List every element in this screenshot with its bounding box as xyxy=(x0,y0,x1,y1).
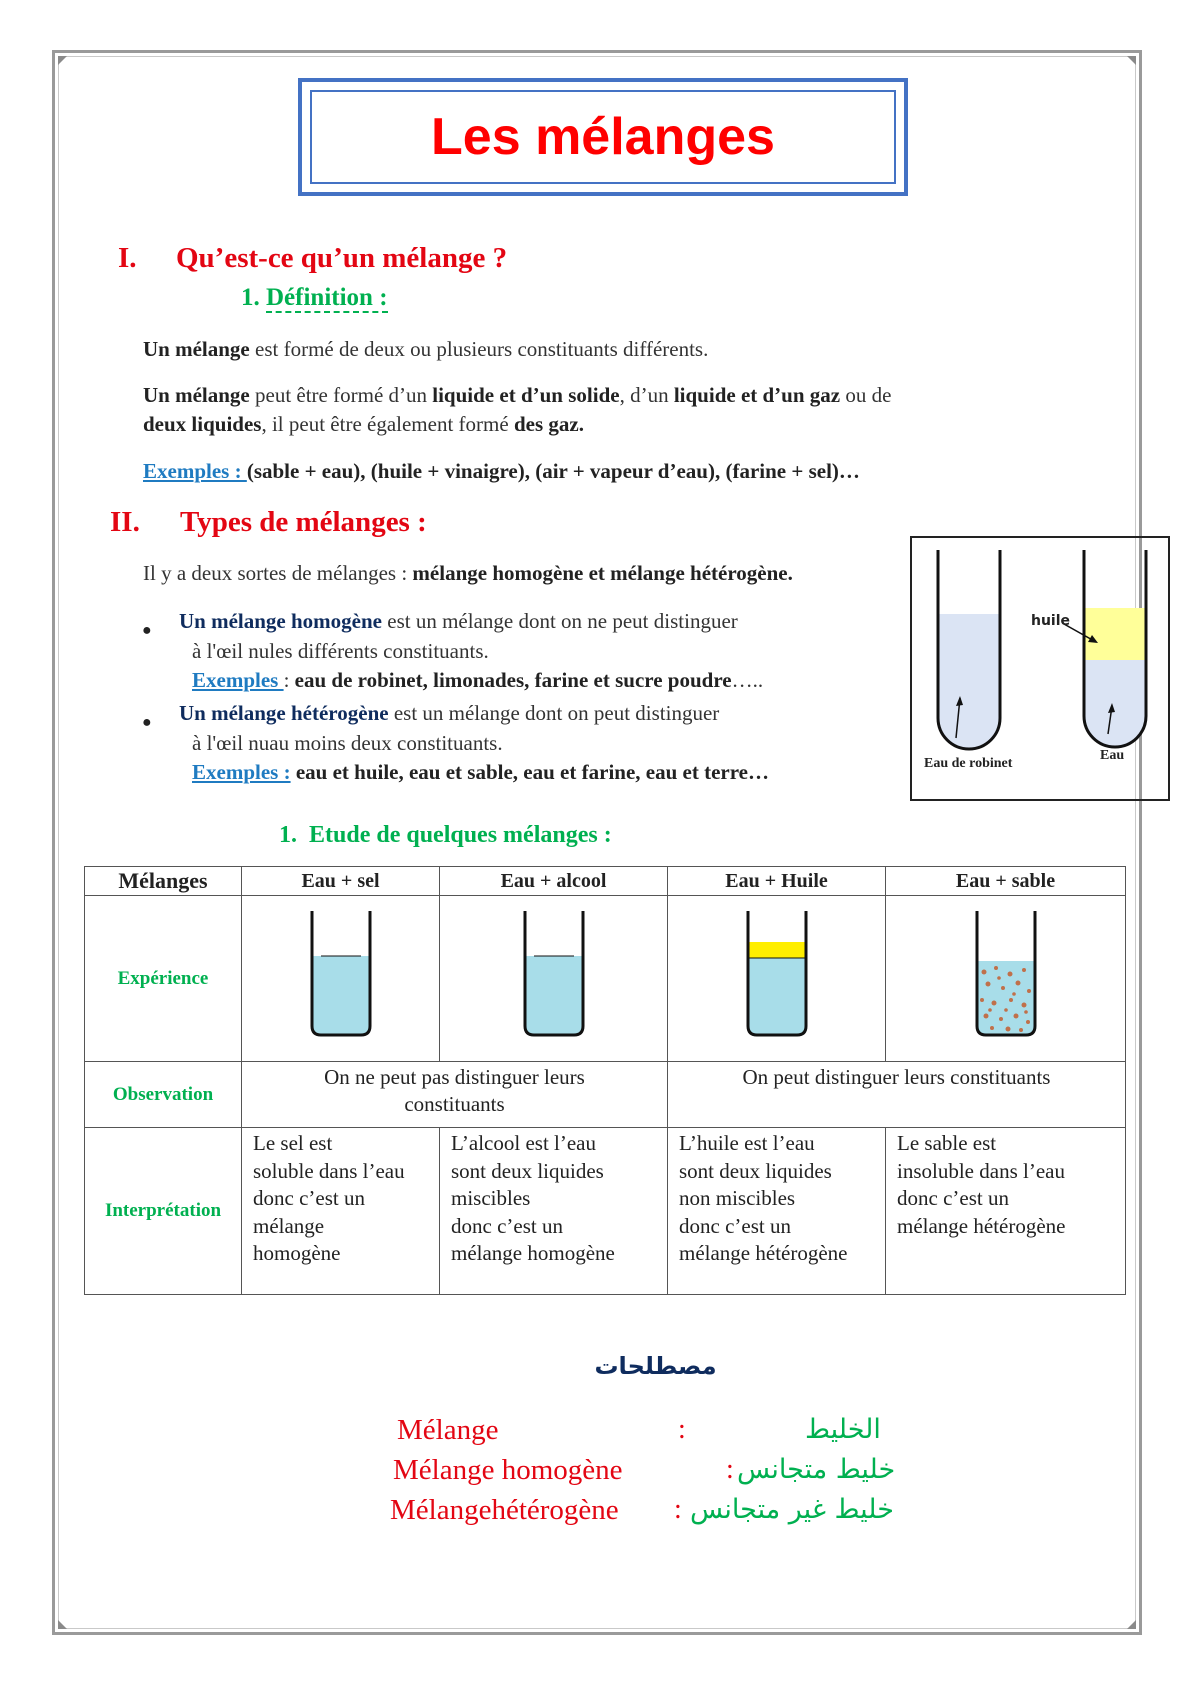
water-fill xyxy=(312,956,370,1035)
examples-label: Exemples xyxy=(192,668,284,692)
table-header: Eau + sel xyxy=(242,867,440,896)
text: ou de xyxy=(840,383,892,407)
text: ….. xyxy=(731,668,764,692)
text-line: donc c’est un xyxy=(253,1186,365,1210)
interpretation-cell xyxy=(242,1128,440,1295)
table-row xyxy=(85,1128,1126,1295)
bold-term: Un mélange xyxy=(143,383,250,407)
glossary-term-fr: Mélangehétérogène xyxy=(390,1494,619,1526)
glossary-term-ar: خليط غير متجانس xyxy=(690,1494,894,1525)
bold-term: liquide et d’un solide xyxy=(432,383,620,407)
text-line: homogène xyxy=(253,1241,341,1265)
text: , d’un xyxy=(619,383,674,407)
beaker-salt-water xyxy=(301,906,381,1046)
study-heading xyxy=(279,822,612,849)
glossary-term-ar: الخليط xyxy=(805,1414,881,1445)
section-title: Types de mélanges : xyxy=(180,506,427,538)
glossary-term-fr: Mélange homogène xyxy=(393,1454,623,1486)
subsection-label: Etude de quelques mélanges : xyxy=(309,822,612,848)
text-line: donc c’est un xyxy=(897,1186,1009,1210)
subsection-number: 1. xyxy=(279,822,297,848)
mixtures-table xyxy=(84,866,1126,1295)
text: Il y a deux sortes de mélanges : xyxy=(143,561,413,585)
text: : xyxy=(283,668,295,692)
subsection-label: Définition : xyxy=(266,284,388,311)
corner-mark xyxy=(1127,56,1136,65)
text-line: L’huile est l’eau xyxy=(679,1131,815,1155)
observation-cell: On ne peut pas distinguer leurs constituants xyxy=(242,1062,668,1128)
interpretation-cell xyxy=(668,1128,886,1295)
text-line: sont deux liquides xyxy=(451,1158,604,1183)
tap-water-liquid xyxy=(938,614,1000,749)
section-2-heading xyxy=(110,506,427,539)
examples-line xyxy=(143,457,860,486)
row-label-interpretation: Interprétation xyxy=(85,1128,242,1295)
text-line: L’alcool est l’eau xyxy=(451,1131,597,1155)
table-row xyxy=(85,1062,1126,1128)
section-title: Qu’est-ce qu’un mélange ? xyxy=(176,242,508,274)
beaker-sand-water xyxy=(966,906,1046,1046)
subsection-number: 1. xyxy=(241,284,260,311)
bold-term: deux liquides xyxy=(143,412,262,436)
row-label-observation: Observation xyxy=(85,1062,242,1128)
label-water: Eau xyxy=(1100,748,1125,763)
text: est un mélange dont on peut distinguer xyxy=(388,701,720,725)
title-box-inner xyxy=(310,90,896,184)
corner-mark xyxy=(58,56,67,65)
beaker-alcohol-water xyxy=(514,906,594,1046)
beaker-cell xyxy=(886,896,1126,1062)
section-number: I. xyxy=(118,242,137,274)
interpretation-cell xyxy=(440,1128,668,1295)
title-box xyxy=(298,78,908,196)
section-number: II. xyxy=(110,506,140,538)
label-oil: huile xyxy=(1031,613,1071,629)
beaker-cell xyxy=(668,896,886,1062)
bullet-dot: ● xyxy=(142,622,152,639)
label-tap-water: Eau de robinet xyxy=(924,756,1013,771)
text-line: mélange hétérogène xyxy=(679,1241,848,1265)
table-row xyxy=(85,896,1126,1062)
table-header: Eau + sable xyxy=(886,867,1126,896)
text-line: sont deux liquides xyxy=(679,1158,832,1183)
text: peut être formé d’un xyxy=(249,383,433,407)
text-line: Le sable est xyxy=(897,1131,997,1155)
table-header: Eau + Huile xyxy=(668,867,886,896)
text: , il peut être également formé xyxy=(261,412,514,436)
test-tubes-illustration xyxy=(910,536,1170,801)
corner-mark xyxy=(58,1620,67,1629)
water-layer xyxy=(1084,660,1146,747)
definition-paragraph-1 xyxy=(143,335,708,364)
bullet-dot: ● xyxy=(142,714,152,731)
types-intro xyxy=(143,559,793,588)
water-fill xyxy=(748,958,806,1035)
definition-paragraph-2 xyxy=(143,381,891,439)
text-line: non miscibles xyxy=(679,1186,796,1210)
text-line: insoluble dans l’eau xyxy=(897,1158,1065,1183)
table-header: Eau + alcool xyxy=(440,867,668,896)
text-line: mélange hétérogène xyxy=(897,1213,1066,1238)
bullet-term: Un mélange homogène xyxy=(179,609,382,633)
text-line: Le sel est xyxy=(253,1131,333,1155)
glossary-separator: : xyxy=(674,1494,682,1525)
observation-cell: On peut distinguer leurs constituants xyxy=(668,1062,1126,1128)
text-line: mélange xyxy=(253,1213,325,1238)
text: est formé de deux ou plusieurs constituants différents. xyxy=(249,337,709,361)
beaker-oil-water xyxy=(737,906,817,1046)
table-header: Mélanges xyxy=(85,867,242,896)
glossary-separator: : xyxy=(678,1414,686,1445)
examples-label: Exemples : xyxy=(192,760,291,784)
examples-text: eau et huile, eau et sable, eau et farine, eau et terre… xyxy=(295,760,769,784)
oil-fill xyxy=(748,942,806,958)
glossary-title: مصطلحات xyxy=(594,1352,717,1380)
table-header-row xyxy=(85,867,1126,896)
glossary-separator: : xyxy=(726,1454,734,1485)
water-fill xyxy=(525,956,583,1035)
text-line: donc c’est un xyxy=(451,1213,563,1238)
interpretation-cell xyxy=(886,1128,1126,1295)
bold-term: liquide et d’un gaz xyxy=(673,383,841,407)
bullet-homogene xyxy=(179,607,763,696)
bullet-heterogene xyxy=(179,699,769,788)
bullet-term: Un mélange hétérogène xyxy=(179,701,389,725)
text: à l'œil nules différents constituants. xyxy=(192,638,489,663)
text-line: miscibles xyxy=(451,1186,531,1210)
text-line: mélange homogène xyxy=(451,1241,615,1265)
text-line: soluble dans l’eau xyxy=(253,1158,405,1183)
corner-mark xyxy=(1127,1620,1136,1629)
examples-text: eau de robinet, limonades, farine et sucre poudre xyxy=(294,668,732,692)
bold-term: mélange homogène et mélange hétérogène. xyxy=(412,561,793,585)
examples-label: Exemples : xyxy=(143,459,247,483)
text: est un mélange dont on ne peut distinguer xyxy=(382,609,738,633)
glossary-term-fr: Mélange xyxy=(397,1414,499,1446)
page-title: Les mélanges xyxy=(431,108,775,166)
row-label-experience: Expérience xyxy=(85,896,242,1062)
bold-term: Un mélange xyxy=(143,337,250,361)
definition-heading xyxy=(241,284,388,312)
glossary-term-ar: خليط متجانس xyxy=(737,1454,896,1485)
beaker-cell xyxy=(440,896,668,1062)
oil-layer xyxy=(1084,608,1146,660)
examples-text: (sable + eau), (huile + vinaigre), (air + vapeur d’eau), (farine + sel)… xyxy=(246,459,860,483)
beaker-cell xyxy=(242,896,440,1062)
section-1-heading xyxy=(118,242,507,275)
text: à l'œil nuau moins deux constituants. xyxy=(192,730,503,755)
text-line: donc c’est un xyxy=(679,1213,791,1238)
bold-term: des gaz. xyxy=(513,412,584,436)
